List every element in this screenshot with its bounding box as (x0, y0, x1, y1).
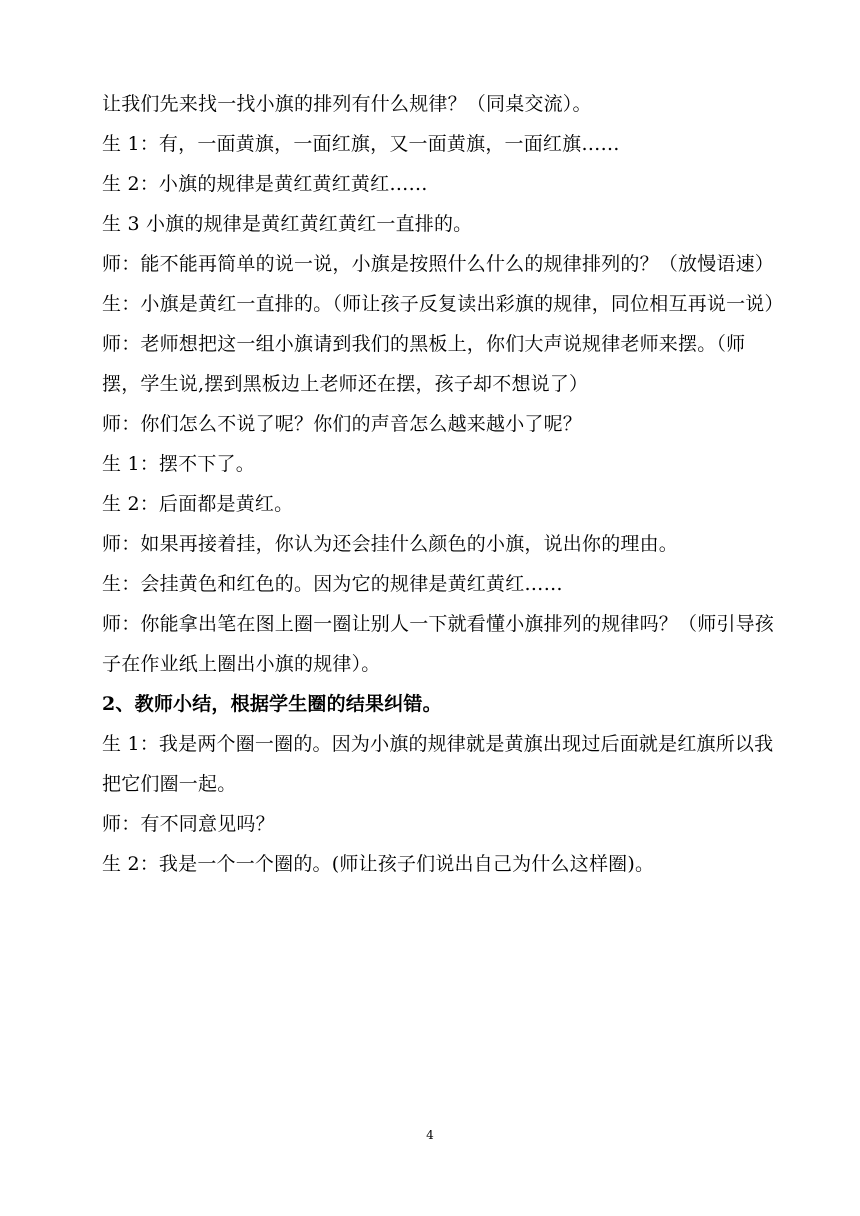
paragraph: 师：有不同意见吗？ (102, 813, 275, 835)
paragraph: 生 3 小旗的规律是黄红黄红黄红一直排的。 (102, 213, 473, 235)
paragraph: 师：你能拿出笔在图上圈一圈让别人一下就看懂小旗排列的规律吗？（师引导孩子在作业纸上圈出小旗的规律）。 (102, 613, 775, 675)
paragraph: 生 2：后面都是黄红。 (102, 493, 294, 515)
paragraph: 生 2：小旗的规律是黄红黄红黄红…… (102, 173, 428, 195)
paragraph: 生 1：我是两个圈一圈的。因为小旗的规律就是黄旗出现过后面就是红旗所以我把它们圈一起。 (102, 733, 774, 795)
paragraph: 师：你们怎么不说了呢？你们的声音怎么越来越小了呢？ (102, 413, 583, 435)
paragraph: 生：小旗是黄红一直排的。（师让孩子反复读出彩旗的规律，同位相互再说一说） (102, 293, 784, 315)
paragraph: 生 1：摆不下了。 (102, 453, 255, 475)
page-number: 4 (426, 1128, 434, 1142)
paragraph: 让我们先来找一找小旗的排列有什么规律？（同桌交流）。 (102, 93, 592, 115)
section-heading: 2、教师小结，根据学生圈的结果纠错。 (102, 693, 442, 715)
paragraph: 生 2：我是一个一个圈的。(师让孩子们说出自己为什么这样圈)。 (102, 853, 655, 875)
paragraph: 生：会挂黄色和红色的。因为它的规律是黄红黄红…… (102, 573, 563, 595)
paragraph: 生 1：有，一面黄旗，一面红旗，又一面黄旗，一面红旗…… (102, 133, 620, 155)
paragraph: 师：能不能再简单的说一说，小旗是按照什么什么的规律排列的？（放慢语速） (102, 253, 775, 275)
paragraph: 师：如果再接着挂，你认为还会挂什么颜色的小旗，说出你的理由。 (102, 533, 679, 555)
paragraph: 师：老师想把这一组小旗请到我们的黑板上，你们大声说规律老师来摆。（师摆，学生说,摆到黑板边上老师还在摆，孩子却不想说了） (102, 333, 746, 395)
document-body (102, 84, 784, 884)
